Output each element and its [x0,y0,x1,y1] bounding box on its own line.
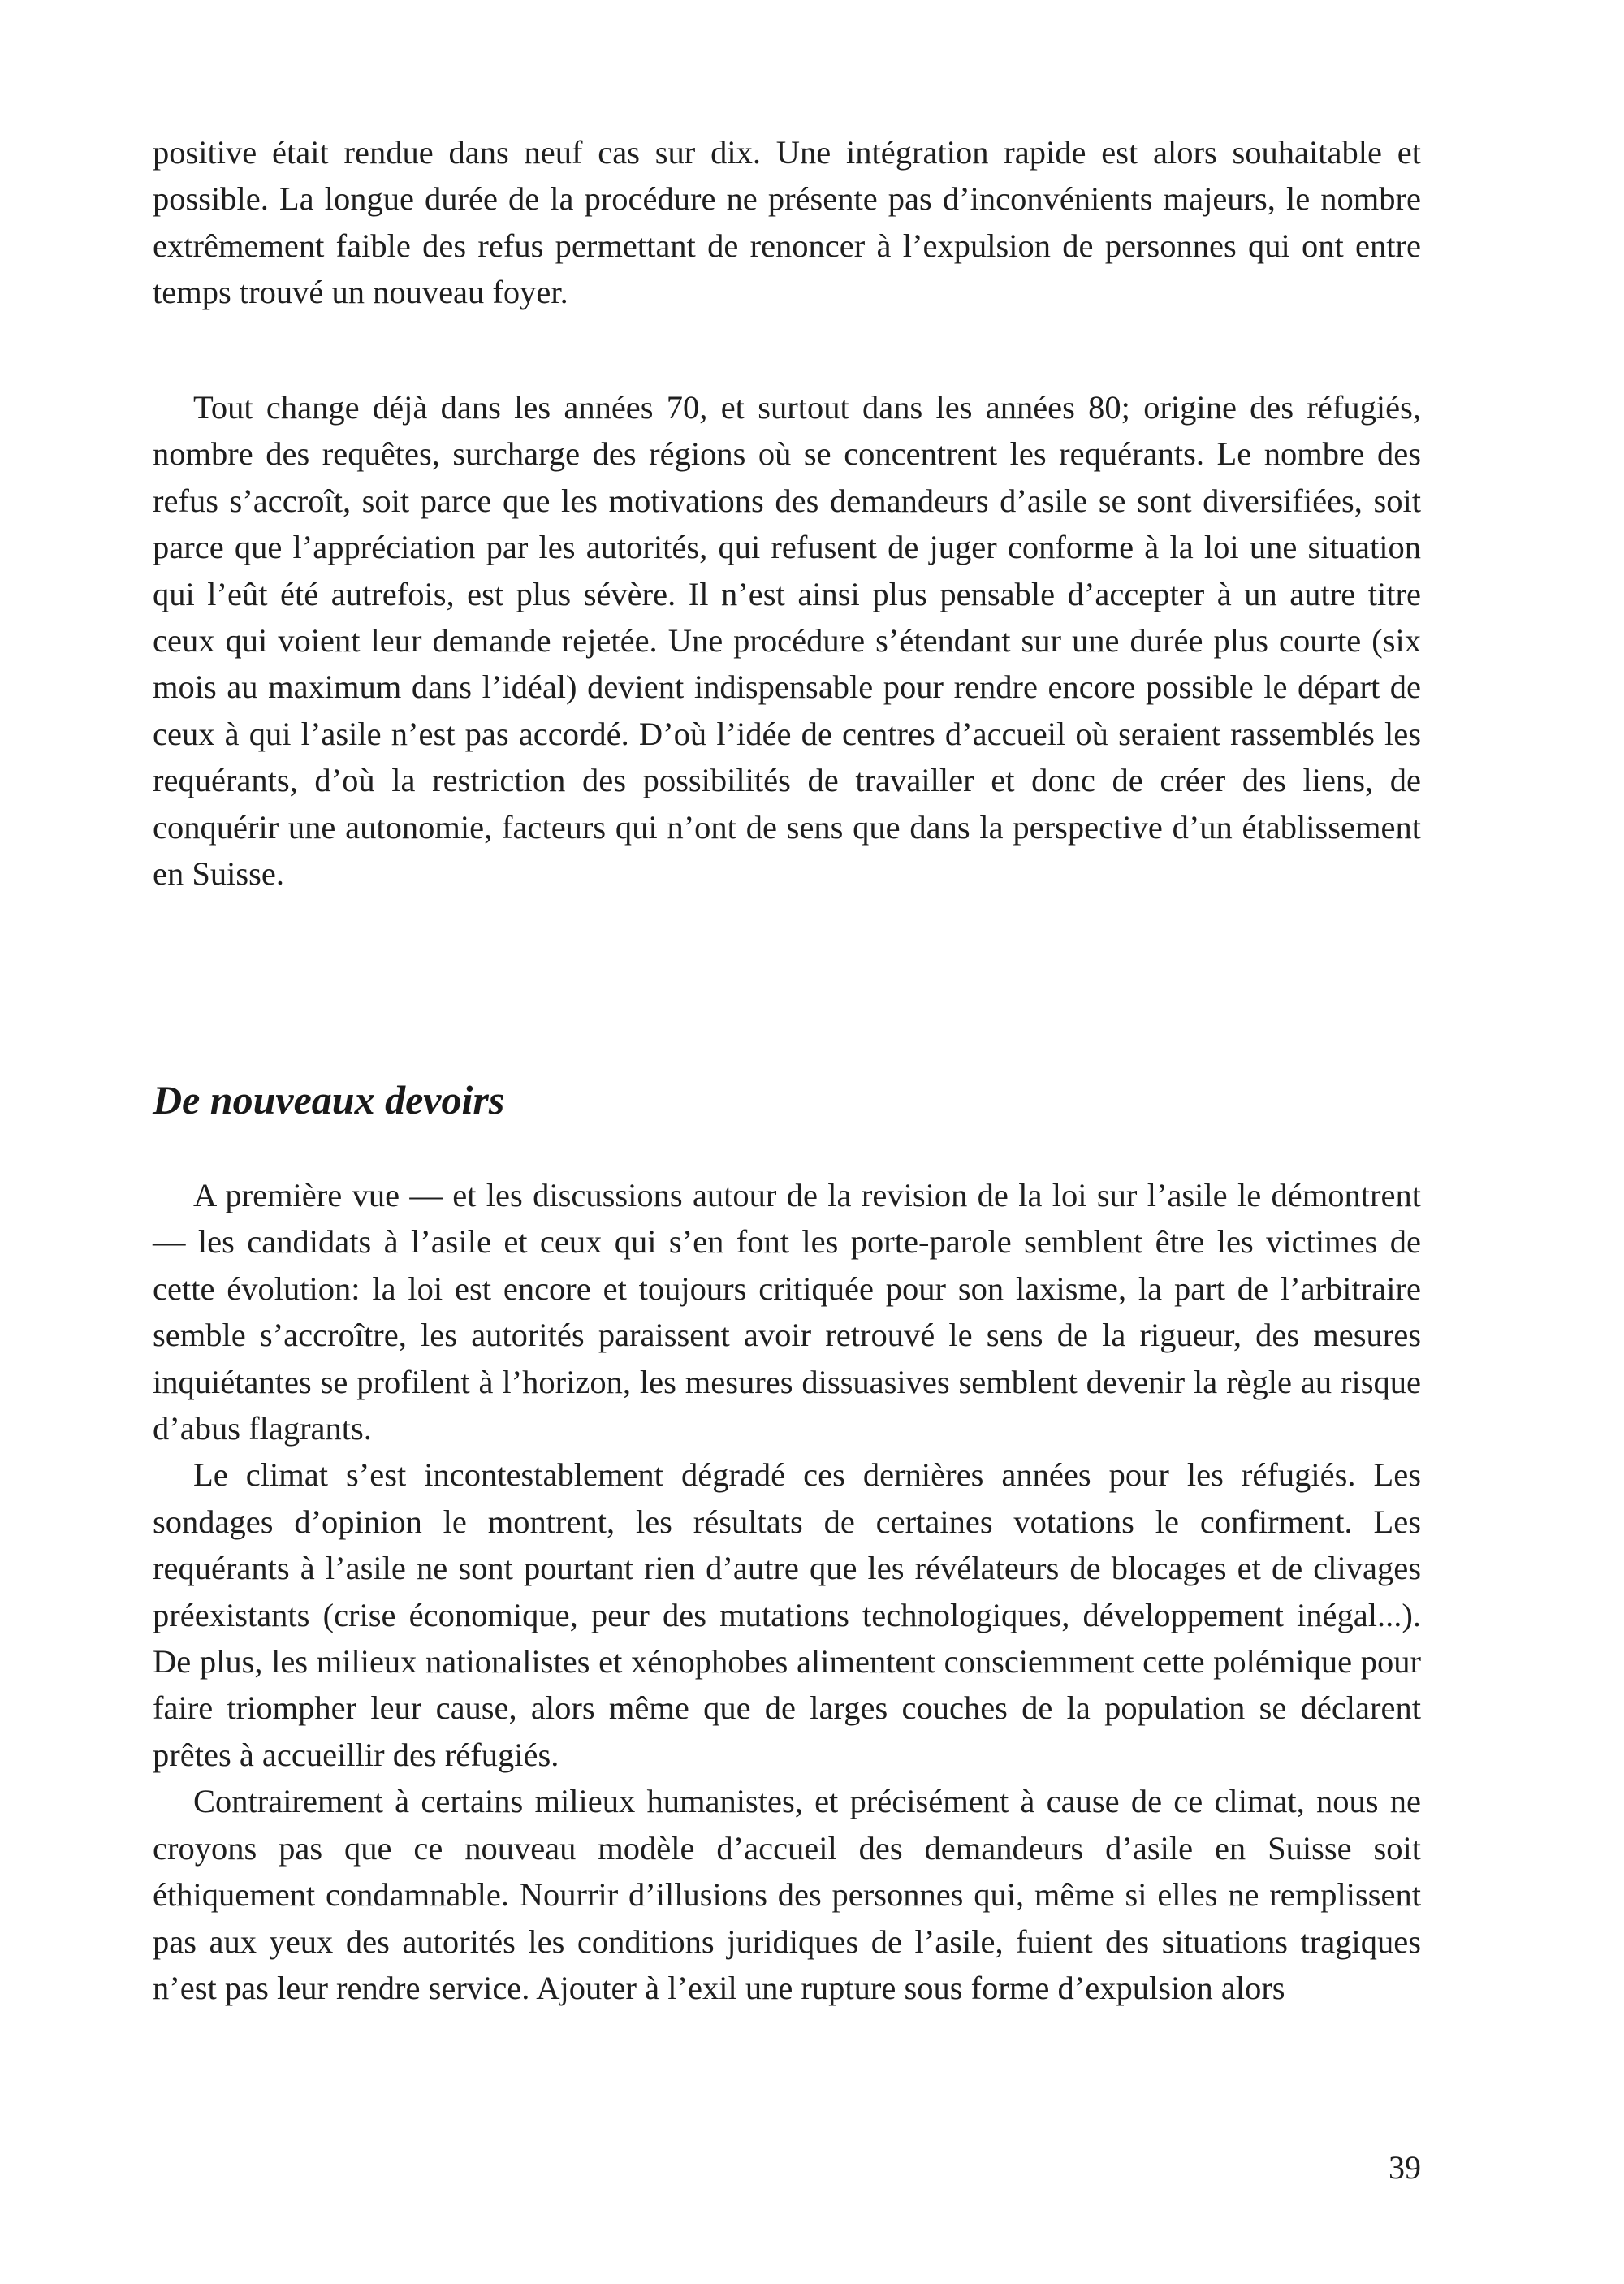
paragraph-changes: Tout change déjà dans les années 70, et surtout dans les années 80; origine des réfugiés, nombre des requêtes, surcharge des régions où se concentrent les requérants. Le nombre des refus s’accroît, soit parce que les motivations des demandeurs d’asile se sont diversifiées, soit parce que l’appréciation par les autorités, qui refusent de juger conforme à la loi une situation qui l’eût été autrefois, est plus sévère. Il n’est ainsi plus pensable d’accepter à un autre titre ceux qui voient leur demande rejetée. Une procédure s’étendant sur une durée plus courte (six mois au maximum dans l’idéal) devient indispensable pour rendre encore possible le départ de ceux à qui l’asile n’est pas accordé. D’où l’idée de centres d’accueil où seraient rassemblés les requérants, d’où la restriction des possibilités de travailler et donc de créer des liens, de conquérir une autonomie, facteurs qui n’ont de sens que dans la perspective d’un établissement en Suisse. [153,389,1421,893]
paragraph-climate: Le climat s’est incontestablement dégradé ces dernières années pour les réfugiés. Les sondages d’opinion le montrent, les résultats de certaines votations le confirment. Les requérants à l’asile ne sont pourtant rien d’autre que les révélateurs de blocages et de clivages préexistants (crise économique, peur des mutations technologiques, développement inégal...). De plus, les milieux nationalistes et xénophobes alimentent consciemment cette polémique pour faire triompher leur cause, alors même que de larges couches de la population se déclarent prêtes à accueillir des réfugiés. [153,1456,1421,1773]
paragraph-first-view: A première vue — et les discussions autour de la revision de la loi sur l’asile le démontrent — les candidats à l’asile et ceux qui s’en font les porte-parole semblent être les victimes de cette évolution: la loi est encore et toujours critiquée pour son laxisme, la part de l’arbitraire semble s’accroître, les autorités paraissent avoir retrouvé le sens de la rigueur, des mesures inquiétantes se profilent à l’horizon, les mesures dissuasives semblent devenir la règle au risque d’abus flagrants. [153,1177,1421,1447]
section-heading: De nouveaux devoirs [153,1077,505,1123]
text-block-section [153,1172,1421,2011]
paragraph-contrary: Contrairement à certains milieux humanistes, et précisément à cause de ce climat, nous ne croyons pas que ce nouveau modèle d’accueil des demandeurs d’asile en Suisse soit éthiquement condamnable. Nourrir d’illusions des personnes qui, même si elles ne remplissent pas aux yeux des autorités les conditions juridiques de l’asile, fuient des situations tragiques n’est pas leur rendre service. Ajouter à l’exil une rupture sous forme d’expulsion alors [153,1783,1421,2006]
text-block-intro [153,129,1421,316]
text-block-changes [153,384,1421,897]
paragraph-continuation: positive était rendue dans neuf cas sur dix. Une intégration rapide est alors souhaitable et possible. La longue durée de la procédure ne présente pas d’inconvénients majeurs, le nombre extrêmement faible des refus permettant de renoncer à l’expulsion de personnes qui ont entre temps trouvé un nouveau foyer. [153,134,1421,311]
page-number: 39 [1389,2149,1421,2186]
